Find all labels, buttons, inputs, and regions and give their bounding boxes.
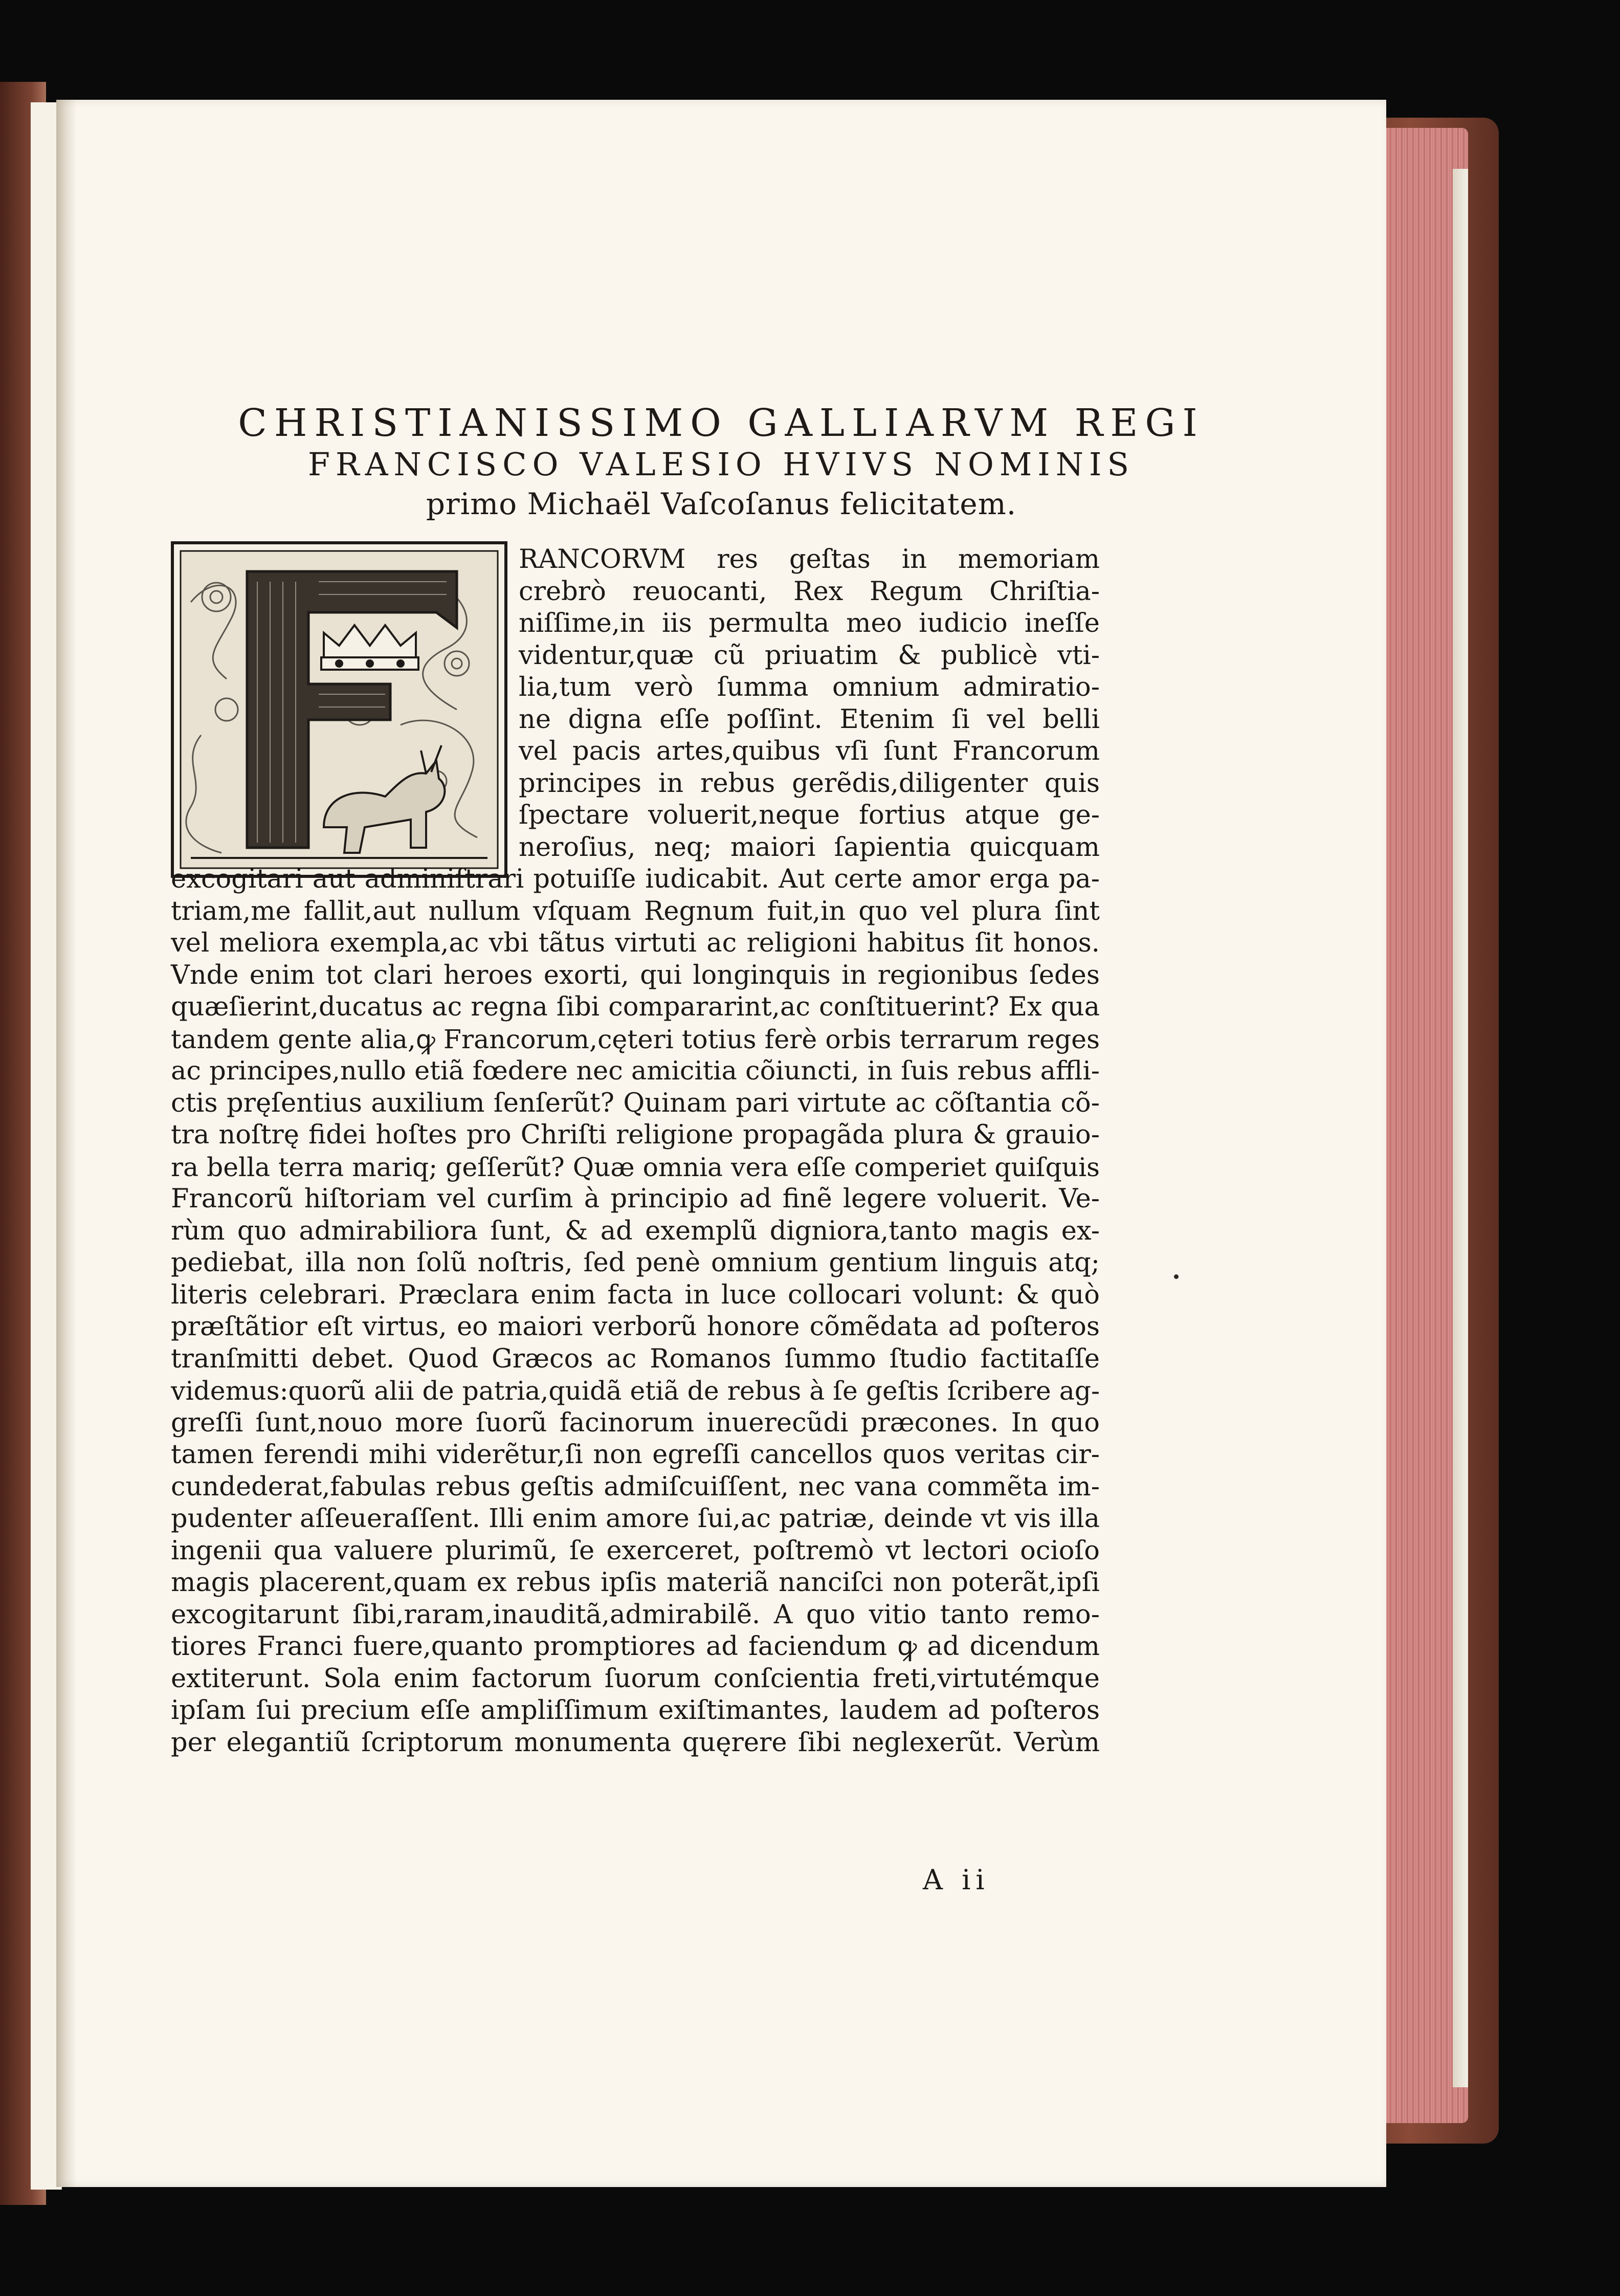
heading-line-1: CHRISTIANISSIMO GALLIARVM REGI — [238, 401, 1205, 445]
text-line: tranſmitti debet. Quod Græcos ac Romanos ſummo ſtudio factitaſſe — [171, 1343, 1100, 1374]
text-line: principes in rebus gerẽdis,diligenter quis — [519, 768, 1100, 799]
text-line: vel meliora exempla,ac vbi tãtus virtuti ac religioni habitus ſit honos. — [171, 928, 1100, 958]
ink-speck — [1174, 1274, 1179, 1279]
text-line: vel pacis artes,quibus vſi ſunt Francorum — [519, 736, 1100, 766]
text-line: ac principes,nullo etiã fœdere nec amicitia cõiuncti, in ſuis rebus affli- — [171, 1056, 1100, 1086]
text-line: rùm quo admirabiliora ſunt, & ad exemplũ digniora,tanto magis ex- — [171, 1216, 1100, 1246]
text-line: ſpectare voluerit,neque fortius atque ge- — [519, 800, 1100, 830]
text-line: tandem gente alia,ꝙ Francorum,cęteri totius ferè orbis terrarum reges — [171, 1024, 1100, 1054]
text-line: tra noſtrę fidei hoſtes pro Chriſti religione propagãda plura & grauio- — [171, 1120, 1100, 1150]
text-line: præſtãtior eſt virtus, eo maiori verborũ honore cõmẽdata ad poſteros — [171, 1312, 1100, 1342]
text-line: extiterunt. Sola enim factorum ſuorum conſcientia freti,virtutémque — [171, 1663, 1100, 1694]
heading-line-3: primo Michaël Vaſcoſanus felicitatem. — [426, 487, 1017, 521]
text-line: cundederat,fabulas rebus geſtis admiſcuiſſent, nec vana commẽta im- — [171, 1471, 1100, 1502]
text-line: pudenter aſſeueraſſent. Illi enim amore ſui,ac patriæ, deinde vt vis illa — [171, 1504, 1100, 1534]
text-line: ipſam ſui precium eſſe ampliſſimum exiſtimantes, laudem ad poſteros — [171, 1695, 1100, 1726]
text-line: excogitarunt ſibi,raram,inauditã,admirabilẽ. A quo vitio tanto remo- — [171, 1599, 1100, 1630]
dedication-heading — [56, 402, 1386, 523]
text-line: ingenii qua valuere plurimũ, ſe exerceret, poſtremò vt lectori ocioſo — [171, 1535, 1100, 1566]
text-line: literis celebrari. Præclara enim facta in luce collocari volunt: & quò — [171, 1279, 1100, 1310]
printed-page — [56, 100, 1386, 2187]
text-line: RANCORVM res geſtas in memoriam — [519, 544, 1100, 575]
text-line: tiores Franci fuere,quanto promptiores ad faciendum ꝙ ad dicendum — [171, 1631, 1100, 1662]
text-line: pediebat, illa non ſolũ noſtris, ſed penè omnium gentium linguis atq; — [171, 1248, 1100, 1278]
text-line: lia,tum verò ſumma omnium admiratio- — [519, 672, 1100, 702]
heading-line-2: FRANCISCO VALESIO HVIVS NOMINIS — [308, 446, 1135, 483]
text-line: videntur,quæ cũ priuatim & publicè vti- — [519, 640, 1100, 671]
text-line: ra bella terra mariq; geſſerũt? Quæ omnia vera eſſe comperiet quiſquis — [171, 1152, 1100, 1182]
text-line: niſſime,in iis permulta meo iudicio ineſſe — [519, 608, 1100, 638]
text-line: per elegantiũ ſcriptorum monumenta quęrere ſibi neglexerũt. Verùm — [171, 1727, 1100, 1758]
text-line: magis placerent,quam ex rebus ipſis materiã nanciſci non poterãt,ipſi — [171, 1568, 1100, 1598]
text-line: Vnde enim tot clari heroes exorti, qui longinquis in regionibus ſedes — [171, 960, 1100, 990]
body-text — [171, 544, 1100, 1759]
gutter-shadow — [56, 100, 77, 2187]
text-line: neroſius, neq; maiori ſapientia quicquam — [519, 832, 1100, 863]
page-edge-highlight — [1453, 169, 1468, 2087]
text-line: quæſierint,ducatus ac regna ſibi compararint,ac conſtituerint? Ex qua — [171, 992, 1100, 1022]
text-line: excogitari aut adminiſtrari potuiſſe iudicabit. Aut certe amor erga pa- — [171, 864, 1100, 894]
text-line: tamen ferendi mihi viderẽtur,ſi non egreſſi cancellos quos veritas cir- — [171, 1440, 1100, 1470]
text-line: videmus:quorũ alii de patria,quidã etiã de rebus à ſe geſtis ſcribere ag- — [171, 1376, 1100, 1406]
text-line: ne digna eſſe poſſint. Etenim ſi vel belli — [519, 704, 1100, 735]
text-line: triam,me fallit,aut nullum vſquam Regnum fuit,in quo vel plura ſint — [171, 896, 1100, 926]
signature-mark: A ii — [923, 1864, 990, 1896]
text-line: greſſi ſunt,nouo more ſuorũ facinorum inuerecũdi præcones. In quo — [171, 1407, 1100, 1438]
text-line: ctis pręſentius auxilium ſenſerũt? Quinam pari virtute ac cõſtantia cõ- — [171, 1088, 1100, 1118]
text-line: Francorũ hiſtoriam vel curſim à principio ad finẽ legere voluerit. Ve- — [171, 1184, 1100, 1214]
text-line: crebrò reuocanti, Rex Regum Chriſtia- — [519, 576, 1100, 607]
